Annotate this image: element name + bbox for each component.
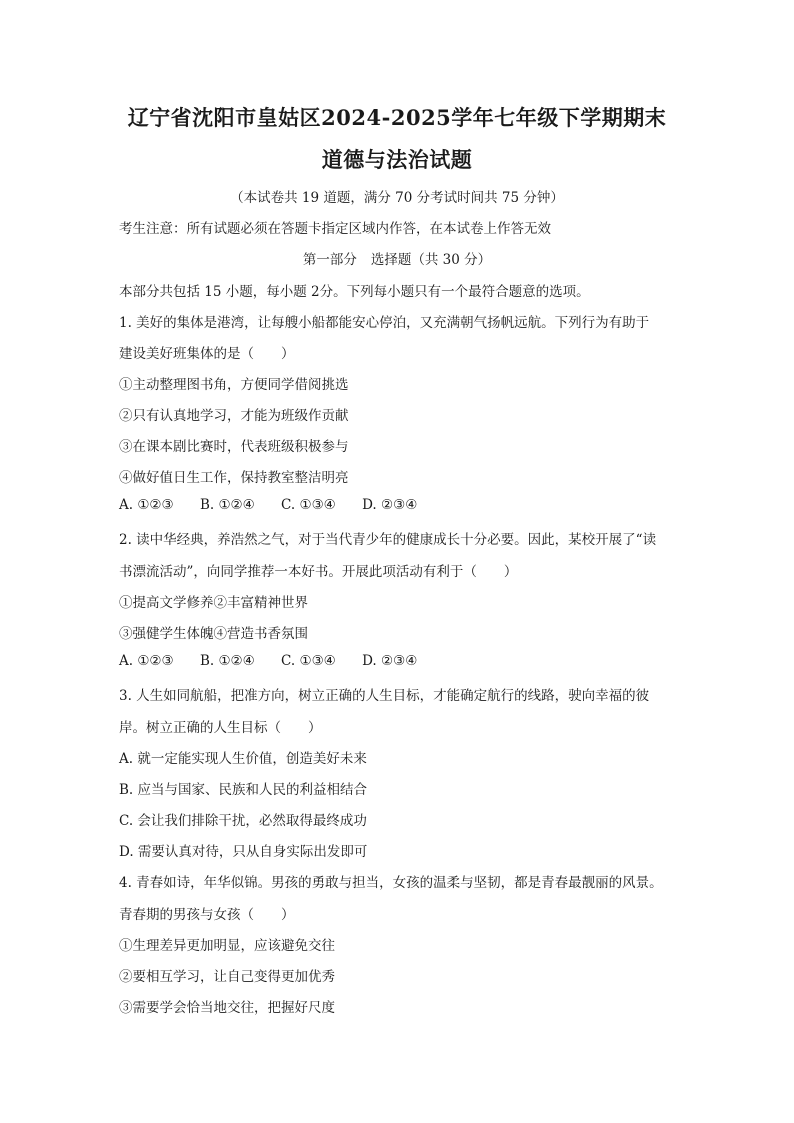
q2-statement-2: ③强健学生体魄④营造书香氛围: [119, 626, 308, 642]
q4-stem-line1: 4. 青春如诗，年华似锦。男孩的勇敢与担当，女孩的温柔与坚韧，都是青春最靓丽的风景。: [119, 875, 663, 891]
q2-option-b: B. ①②④: [199, 653, 255, 669]
q2-stem-line2: 书漂流活动”，向同学推荐一本好书。开展此项活动有利于（ ）: [119, 564, 518, 580]
q3-choice-c: C. 会让我们排除干扰，必然取得最终成功: [119, 813, 367, 829]
q1-statement-4: ④做好值日生工作，保持教室整洁明亮: [119, 470, 349, 486]
candidate-notice: 考生注意：所有试题必须在答题卡指定区域内作答，在本试卷上作答无效: [119, 221, 551, 237]
q1-option-a: A. ①②③: [119, 497, 174, 513]
q3-choice-a: A. 就一定能实现人生价值，创造美好未来: [119, 751, 367, 767]
q3-choice-d: D. 需要认真对待，只从自身实际出发即可: [119, 844, 368, 860]
q1-option-b: B. ①②④: [199, 497, 255, 513]
q1-statement-1: ①主动整理图书角，方便同学借阅挑选: [119, 377, 349, 393]
q4-statement-3: ③需要学会恰当地交往，把握好尺度: [119, 1000, 335, 1016]
q3-choice-b: B. 应当与国家、民族和人民的利益相结合: [119, 782, 368, 798]
q2-stem-line1: 2. 读中华经典，养浩然之气，对于当代青少年的健康成长十分必要。因此，某校开展了“读: [119, 532, 657, 548]
q1-statement-2: ②只有认真地学习，才能为班级作贡献: [119, 408, 349, 424]
exam-title-line2: 道德与法治试题: [321, 147, 473, 172]
q4-stem-line2: 青春期的男孩与女孩（ ）: [119, 907, 295, 923]
exam-note: （本试卷共 19 道题，满分 70 分考试时间共 75 分钟）: [230, 190, 564, 206]
q1-option-c: C. ①③④: [281, 497, 336, 513]
part1-title-left: 第一部分: [302, 252, 357, 268]
q4-statement-1: ①生理差异更加明显，应该避免交往: [119, 938, 335, 954]
q3-stem-line2: 岸。树立正确的人生目标（ ）: [119, 720, 322, 736]
q2-option-c: C. ①③④: [281, 653, 336, 669]
part1-title: [0, 248, 794, 268]
q1-stem-line2: 建设美好班集体的是（ ）: [119, 346, 295, 362]
part1-title-right: 选择题（共 30 分）: [370, 252, 492, 268]
exam-title-line1: 辽宁省沈阳市皇姑区2024-2025学年七年级下学期期末: [127, 105, 667, 130]
q1-stem-line1: 1. 美好的集体是港湾，让每艘小船都能安心停泊，又充满朝气扬帆远航。下列行为有助于: [119, 315, 650, 331]
q2-option-d: D. ②③④: [362, 653, 418, 669]
q4-statement-2: ②要相互学习，让自己变得更加优秀: [119, 969, 335, 985]
q3-stem-line1: 3. 人生如同航船，把准方向，树立正确的人生目标，才能确定航行的线路，驶向幸福的彼: [119, 688, 650, 704]
q1-option-d: D. ②③④: [362, 497, 418, 513]
q1-options: [119, 497, 417, 513]
q2-option-a: A. ①②③: [119, 653, 174, 669]
q1-statement-3: ③在课本剧比赛时，代表班级积极参与: [119, 439, 349, 455]
part1-instruction: 本部分共包括 15 小题，每小题 2分。下列每小题只有一个最符合题意的选项。: [119, 284, 590, 300]
q2-options: [119, 653, 417, 669]
q2-statement-1: ①提高文学修养②丰富精神世界: [119, 595, 308, 611]
